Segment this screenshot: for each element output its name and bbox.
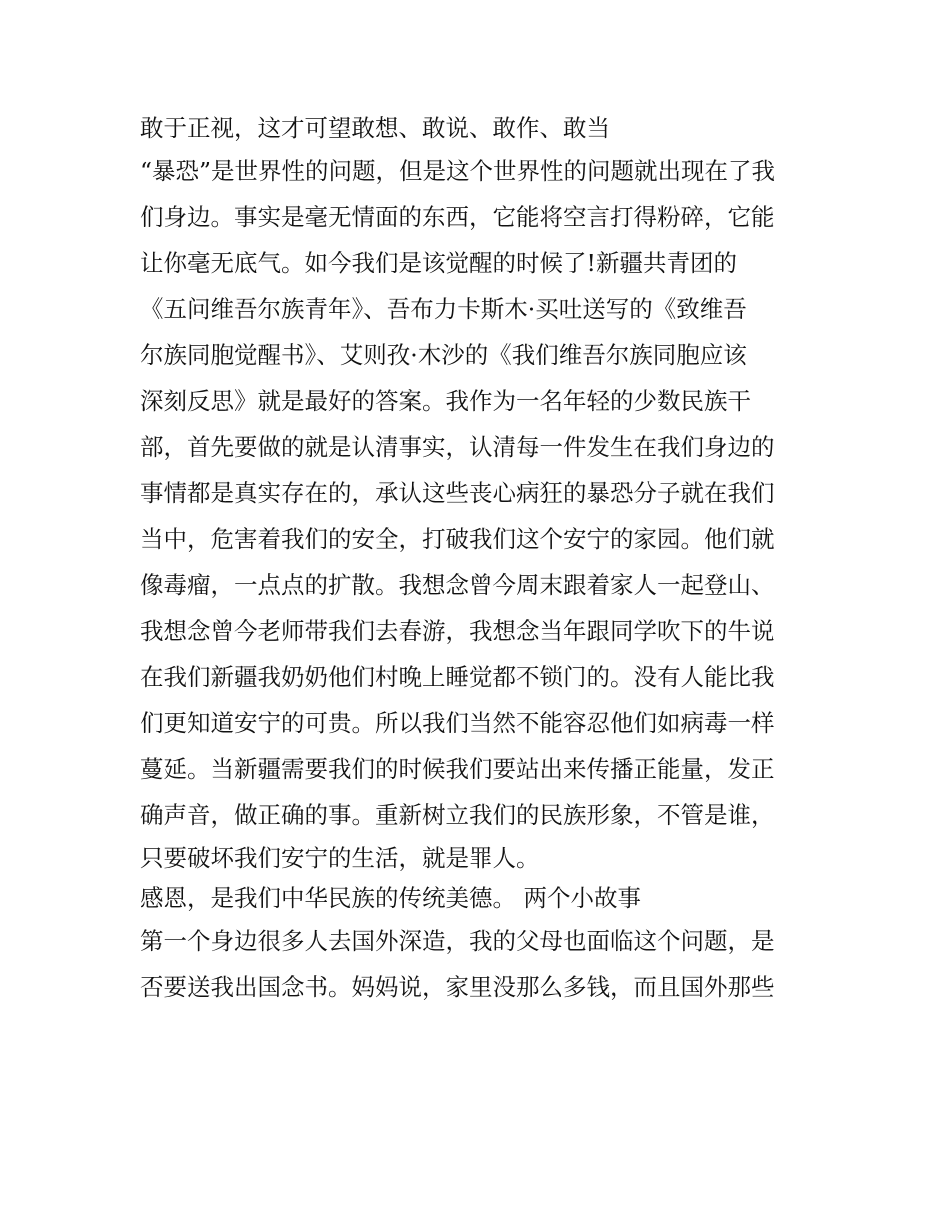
text-line: 部，首先要做的就是认清事实，认清每一件发生在我们身边的: [140, 433, 775, 461]
text-line: 尔族同胞觉醒书》、艾则孜·木沙的《我们维吾尔族同胞应该: [140, 341, 747, 369]
text-line: 深刻反思》就是最好的答案。我作为一名年轻的少数民族干: [140, 387, 751, 415]
text-line: 感恩，是我们中华民族的传统美德。 两个小故事: [140, 884, 641, 912]
text-line: 第一个身边很多人去国外深造，我的父母也面临这个问题，是: [140, 927, 775, 955]
text-line: 确声音，做正确的事。重新树立我们的民族形象，不管是谁，: [140, 801, 775, 829]
text-line: 蔓延。当新疆需要我们的时候我们要站出来传播正能量，发正: [140, 755, 775, 783]
text-line: 我想念曾今老师带我们去春游，我想念当年跟同学吹下的牛说: [140, 617, 775, 645]
text-line: 在我们新疆我奶奶他们村晚上睡觉都不锁门的。没有人能比我: [140, 663, 775, 691]
text-line: 事情都是真实存在的，承认这些丧心病狂的暴恐分子就在我们: [140, 479, 775, 507]
text-line: 们身边。事实是毫无情面的东西，它能将空言打得粉碎，它能: [140, 203, 775, 231]
text-line: 否要送我出国念书。妈妈说，家里没那么多钱，而且国外那些: [140, 973, 775, 1001]
text-line: 像毒瘤，一点点的扩散。我想念曾今周末跟着家人一起登山、: [140, 571, 775, 599]
text-line: 只要破坏我们安宁的生活，就是罪人。: [140, 844, 540, 872]
text-line: 让你毫无底气。如今我们是该觉醒的时候了!新疆共青团的: [140, 249, 737, 277]
document-body: [140, 108, 820, 1010]
text-line: “暴恐”是世界性的问题，但是这个世界性的问题就出现在了我: [140, 157, 776, 185]
text-line: 敢于正视，这才可望敢想、敢说、敢作、敢当: [140, 114, 610, 142]
text-line: 当中，危害着我们的安全，打破我们这个安宁的家园。他们就: [140, 525, 775, 553]
text-line: 们更知道安宁的可贵。所以我们当然不能容忍他们如病毒一样: [140, 709, 775, 737]
text-line: 《五问维吾尔族青年》、吾布力卡斯木·买吐送写的《致维吾: [140, 295, 747, 323]
